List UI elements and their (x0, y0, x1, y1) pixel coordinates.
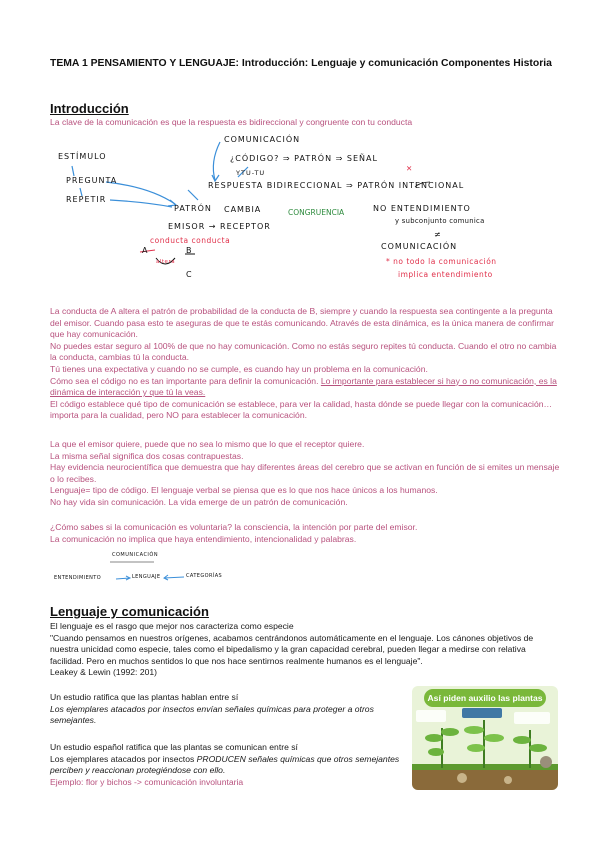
lenguaje-block (50, 621, 560, 679)
hw-emisor-receptor: EMISOR → RECEPTOR (168, 222, 271, 231)
hw2-entendimiento: ENTENDIMIENTO (54, 575, 102, 581)
lenguaje-line1: El lenguaje es el rasgo que mejor nos caracteriza como especie (50, 621, 294, 631)
plants-s2-pre: Los ejemplares atacados por insectos (50, 753, 197, 764)
hw2-categorias: CATEGORÍAS (186, 573, 223, 579)
infographic-art (412, 708, 558, 790)
paragraph-block-3 (50, 522, 560, 545)
paragraph: La misma señal significa dos cosas contrapuestas. (50, 450, 244, 461)
hw-cambia: CAMBIA (224, 205, 262, 214)
codigo-part2-underlined: Lo importante para establecer si hay o no comunicación, es la dinámica de interacción y que tú la veas. (50, 375, 557, 398)
plants-block-1 (50, 692, 402, 727)
paragraph: La comunicación no implica que haya entendimiento, intencionalidad y palabras. (50, 533, 357, 544)
paragraph-block-2 (50, 439, 560, 509)
diagram2-arrows (50, 548, 290, 588)
hw-no-todo: * no todo la comunicación (386, 257, 497, 266)
plants-s2-title: Un estudio español ratifica que las plantas se comunican entre sí (50, 742, 298, 752)
hw-neq: ≠ (434, 230, 442, 239)
hw-conducta-conducta: conducta conducta (150, 236, 231, 245)
paragraph: No hay vida sin comunicación. La vida emerge de un patrón de comunicación. (50, 496, 348, 507)
paragraph: Lenguaje= tipo de código. El lenguaje verbal se piensa que es lo que nos hace únicos a los humanos. (50, 485, 438, 496)
paragraph: No puedes estar seguro al 100% de que no hay comunicación. Como no estás seguro repites tú conducta. Cuando el otro no cambia la conducta, cambias tú la conducta. (50, 340, 557, 363)
hw-no-entendimiento: NO ENTENDIMIENTO (373, 204, 471, 213)
hw-respuesta-bidireccional: RESPUESTA BIDIRECCIONAL ⇒ PATRÓN INTENCIONAL (208, 181, 465, 190)
paragraph: La conducta de A altera el patrón de probabilidad de la conducta de B, siempre y cuando la respuesta sea contingente a la pregunta del emisor. Cuando pasa esto te aseguras de que te estás comunicando. Através de esta dinámica, es la única manera de confirmar que hay comunicación. (50, 306, 554, 340)
codigo-part1: Cómo sea el código no es tan importante para definir la comunicación. (50, 375, 321, 386)
plants-s2-em: PRODUCEN señales químicas que otros semejantes perciben y reaccionan protegiéndose con ello. (50, 753, 400, 776)
plants-infographic (412, 686, 558, 790)
paragraph: ¿Cómo sabes si la comunicación es voluntaria? la consciencia, la intención por parte del emisor. (50, 522, 418, 532)
plants-s1-text: Los ejemplares atacados por insectos envían señales químicas para proteger a otros semejantes. (50, 703, 374, 726)
hw2-comunicacion: COMUNICACIÓN (112, 552, 159, 558)
hw-implica: implica entendimiento (398, 270, 493, 279)
section-heading-introduccion: Introducción (50, 101, 129, 116)
hw-altera: altera (156, 259, 176, 265)
section-heading-lenguaje: Lenguaje y comunicación (50, 604, 209, 619)
plants-block-2 (50, 742, 402, 788)
lenguaje-cite: Leakey & Lewin (1992: 201) (50, 667, 158, 678)
infographic-title: Así piden auxilio las plantas (424, 689, 546, 707)
hw-comunicacion: COMUNICACIÓN (224, 135, 301, 144)
hw-pregunta: PREGUNTA (66, 176, 118, 185)
lenguaje-quote: "Cuando pensamos en nuestros orígenes, acabamos centrándonos automáticamente en el lenguaje. Los cánones objetivos de nuestra unicidad como especie, tales como el bipedalismo y la gran capacidad cerebral, pueden llegar a medirse con relativa facilidad. Pero en muchos sentidos lo que nos hace sentirnos realmente humanos es el lenguaje". (50, 632, 534, 666)
hw-patron: PATRÓN (174, 204, 212, 213)
plants-s1-title: Un estudio ratifica que las plantas hablan entre sí (50, 692, 239, 702)
hw-c: C (186, 270, 193, 279)
hw-estimulo: ESTÍMULO (58, 152, 107, 161)
paragraph: Hay evidencia neurocientífica que demuestra que hay diferentes áreas del cerebro que se activan en función de si emites un mensaje o lo recibes. (50, 462, 560, 484)
document-title: TEMA 1 PENSAMIENTO Y LENGUAJE: Introducción: Lenguaje y comunicación Componentes Historia (50, 58, 552, 69)
plants-s2-text (50, 754, 402, 777)
hw-congruencia: CONGRUENCIA (288, 208, 345, 217)
handwritten-diagram-communication (50, 132, 560, 292)
intro-lead: La clave de la comunicación es que la respuesta es bidireccional y congruente con tu conducta (50, 117, 413, 127)
paragraph: El código establece qué tipo de comunicación se establece, para ver la calidad, hasta dónde se puede llegar con la comunicación… importa para la cualidad, pero NO para establecer la comunicación. (50, 398, 553, 421)
paragraph-block-1 (50, 306, 560, 422)
hw-repetir: REPETIR (66, 195, 107, 204)
hw-a: A (142, 246, 149, 255)
hw-codigo-patron-senal: ¿CÓDIGO? ⇒ PATRÓN ⇒ SEÑAL (230, 154, 378, 163)
plants-ejemplo: Ejemplo: flor y bichos -> comunicación involuntaria (50, 776, 244, 787)
handwritten-diagram-2 (50, 548, 290, 588)
hw-comunicacion-2: COMUNICACIÓN (381, 242, 458, 251)
paragraph-codigo (50, 376, 560, 399)
hw-ytu: YTU-TU (236, 169, 266, 177)
hw-subconjunto: y subconjunto comunica (395, 217, 485, 225)
hw-b: B (186, 246, 193, 255)
hw-x-mark: ✕ (406, 164, 413, 173)
hw2-lenguaje: LENGUAJE (132, 574, 161, 580)
paragraph: Tú tienes una expectativa y cuando no se cumple, es cuando hay un problema en la comunicación. (50, 363, 428, 374)
paragraph: La que el emisor quiere, puede que no sea lo mismo que lo que el receptor quiere. (50, 439, 365, 449)
